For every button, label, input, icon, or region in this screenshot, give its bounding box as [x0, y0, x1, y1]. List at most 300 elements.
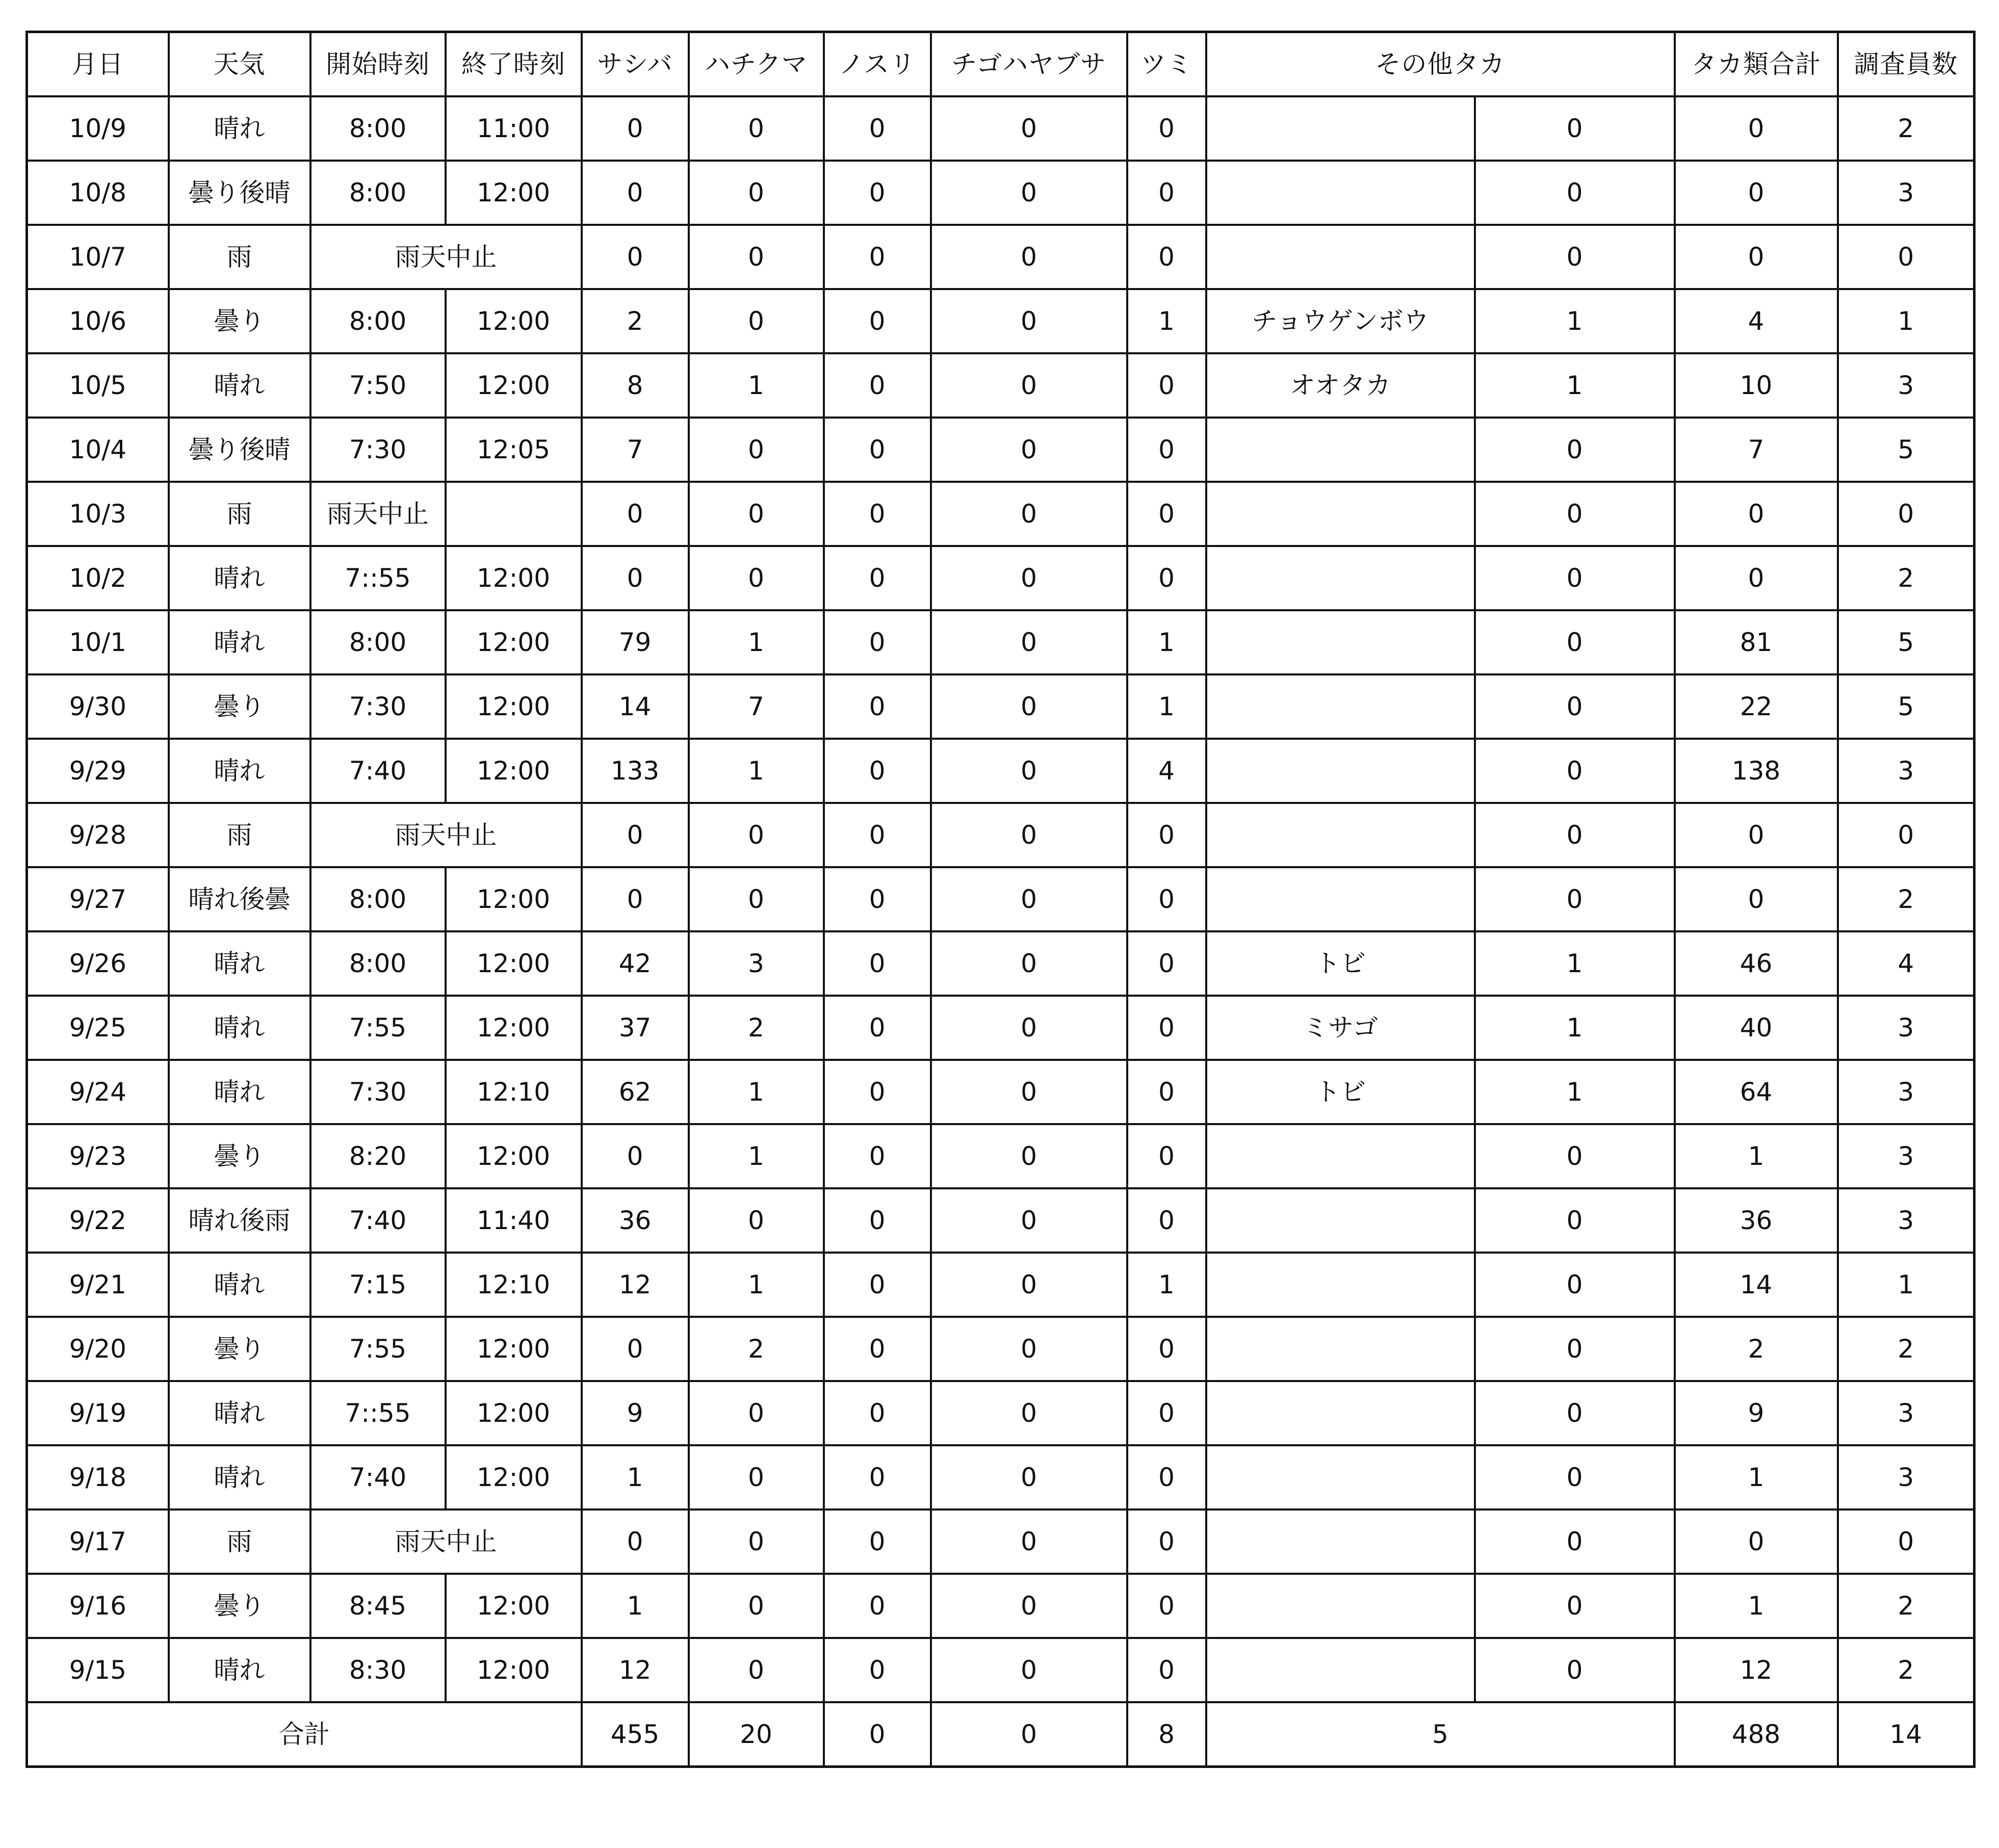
weather-cell: 雨 [169, 1509, 310, 1574]
tsumi-cell: 0 [1127, 96, 1206, 161]
chigohayabusa-cell: 0 [931, 1317, 1127, 1381]
tsumi-cell: 0 [1127, 418, 1206, 482]
other-hawk-name-cell [1206, 1317, 1475, 1381]
weather-cell: 曇り [169, 1574, 310, 1638]
sashiba-cell: 8 [582, 353, 689, 418]
other-hawk-name-cell [1206, 1381, 1475, 1445]
header-sashiba: サシバ [582, 32, 689, 97]
other-hawk-name-cell [1206, 1124, 1475, 1188]
nosuri-cell: 0 [824, 289, 931, 353]
nosuri-cell: 0 [824, 482, 931, 546]
sashiba-cell: 0 [582, 546, 689, 610]
total-sashiba: 455 [582, 1702, 689, 1767]
date-cell: 9/19 [27, 1381, 169, 1445]
start-time-cell: 8:00 [310, 867, 446, 931]
end-time-cell: 12:00 [446, 996, 582, 1060]
chigohayabusa-cell: 0 [931, 546, 1127, 610]
other-hawk-count-cell: 0 [1475, 418, 1675, 482]
weather-cell: 曇り後晴 [169, 161, 310, 225]
table-row [27, 289, 1975, 353]
chigohayabusa-cell: 0 [931, 289, 1127, 353]
chigohayabusa-cell: 0 [931, 1253, 1127, 1317]
other-hawk-count-cell: 1 [1475, 353, 1675, 418]
other-hawk-name-cell [1206, 161, 1475, 225]
start-time-cell: 8:45 [310, 1574, 446, 1638]
date-cell: 9/15 [27, 1638, 169, 1702]
other-hawk-count-cell: 0 [1475, 803, 1675, 867]
date-cell: 9/24 [27, 1060, 169, 1124]
other-hawk-count-cell: 1 [1475, 1060, 1675, 1124]
weather-cell: 雨 [169, 225, 310, 289]
other-hawk-count-cell: 0 [1475, 1124, 1675, 1188]
date-cell: 10/9 [27, 96, 169, 161]
hachikuma-cell: 0 [689, 867, 824, 931]
chigohayabusa-cell: 0 [931, 1188, 1127, 1253]
hawk-total-cell: 7 [1675, 418, 1838, 482]
date-cell: 9/28 [27, 803, 169, 867]
table-row [27, 803, 1975, 867]
tsumi-cell: 0 [1127, 1317, 1206, 1381]
tsumi-cell: 0 [1127, 546, 1206, 610]
tsumi-cell: 0 [1127, 1381, 1206, 1445]
nosuri-cell: 0 [824, 96, 931, 161]
sashiba-cell: 1 [582, 1574, 689, 1638]
weather-cell: 晴れ [169, 96, 310, 161]
nosuri-cell: 0 [824, 546, 931, 610]
hawk-total-cell: 0 [1675, 225, 1838, 289]
sashiba-cell: 0 [582, 482, 689, 546]
surveyors-cell: 3 [1838, 739, 1975, 803]
surveyors-cell: 3 [1838, 1381, 1975, 1445]
end-time-cell: 12:00 [446, 931, 582, 996]
start-time-cell: 8:00 [310, 610, 446, 674]
header-surveyors: 調査員数 [1838, 32, 1975, 97]
surveyors-cell: 3 [1838, 1060, 1975, 1124]
weather-cell: 晴れ [169, 1253, 310, 1317]
surveyors-cell: 3 [1838, 1445, 1975, 1509]
nosuri-cell: 0 [824, 1638, 931, 1702]
end-time-cell: 12:10 [446, 1253, 582, 1317]
table-row [27, 867, 1975, 931]
tsumi-cell: 0 [1127, 1060, 1206, 1124]
chigohayabusa-cell: 0 [931, 225, 1127, 289]
end-time-cell: 12:00 [446, 289, 582, 353]
table-row [27, 418, 1975, 482]
hachikuma-cell: 7 [689, 674, 824, 739]
header-other-hawks: その他タカ [1206, 32, 1675, 97]
weather-cell: 晴れ [169, 546, 310, 610]
date-cell: 9/17 [27, 1509, 169, 1574]
end-time-cell: 11:00 [446, 96, 582, 161]
end-time-cell: 12:00 [446, 1124, 582, 1188]
chigohayabusa-cell: 0 [931, 96, 1127, 161]
surveyors-cell: 0 [1838, 482, 1975, 546]
chigohayabusa-cell: 0 [931, 161, 1127, 225]
hawk-total-cell: 1 [1675, 1574, 1838, 1638]
weather-cell: 晴れ後雨 [169, 1188, 310, 1253]
table-row [27, 353, 1975, 418]
hawk-total-cell: 12 [1675, 1638, 1838, 1702]
chigohayabusa-cell: 0 [931, 867, 1127, 931]
other-hawk-count-cell: 0 [1475, 867, 1675, 931]
date-cell: 10/1 [27, 610, 169, 674]
other-hawk-name-cell [1206, 1509, 1475, 1574]
nosuri-cell: 0 [824, 1317, 931, 1381]
date-cell: 10/2 [27, 546, 169, 610]
other-hawk-count-cell: 0 [1475, 1381, 1675, 1445]
sashiba-cell: 0 [582, 225, 689, 289]
surveyors-cell: 0 [1838, 803, 1975, 867]
hachikuma-cell: 0 [689, 1445, 824, 1509]
start-time-cell: 7:30 [310, 418, 446, 482]
hawk-total-cell: 0 [1675, 96, 1838, 161]
surveyors-cell: 5 [1838, 418, 1975, 482]
nosuri-cell: 0 [824, 161, 931, 225]
other-hawk-name-cell [1206, 1445, 1475, 1509]
start-time-cell: 8:00 [310, 931, 446, 996]
hachikuma-cell: 0 [689, 546, 824, 610]
nosuri-cell: 0 [824, 674, 931, 739]
surveyors-cell: 0 [1838, 225, 1975, 289]
end-time-cell: 12:00 [446, 1317, 582, 1381]
surveyors-cell: 5 [1838, 674, 1975, 739]
end-time-cell: 12:00 [446, 546, 582, 610]
sashiba-cell: 12 [582, 1253, 689, 1317]
table-row [27, 1445, 1975, 1509]
surveyors-cell: 3 [1838, 161, 1975, 225]
chigohayabusa-cell: 0 [931, 610, 1127, 674]
other-hawk-count-cell: 0 [1475, 1638, 1675, 1702]
sashiba-cell: 79 [582, 610, 689, 674]
other-hawk-count-cell: 1 [1475, 996, 1675, 1060]
chigohayabusa-cell: 0 [931, 931, 1127, 996]
hachikuma-cell: 2 [689, 1317, 824, 1381]
end-time-cell: 12:00 [446, 1445, 582, 1509]
sashiba-cell: 36 [582, 1188, 689, 1253]
nosuri-cell: 0 [824, 1574, 931, 1638]
table-row [27, 1253, 1975, 1317]
nosuri-cell: 0 [824, 1188, 931, 1253]
totals-row [27, 1702, 1975, 1767]
table-row [27, 996, 1975, 1060]
tsumi-cell: 0 [1127, 1509, 1206, 1574]
date-cell: 10/3 [27, 482, 169, 546]
chigohayabusa-cell: 0 [931, 1638, 1127, 1702]
table-row [27, 674, 1975, 739]
nosuri-cell: 0 [824, 1124, 931, 1188]
other-hawk-name-cell: トビ [1206, 931, 1475, 996]
date-cell: 9/21 [27, 1253, 169, 1317]
surveyors-cell: 3 [1838, 353, 1975, 418]
weather-cell: 晴れ [169, 1638, 310, 1702]
tsumi-cell: 4 [1127, 739, 1206, 803]
tsumi-cell: 0 [1127, 803, 1206, 867]
other-hawk-count-cell: 1 [1475, 289, 1675, 353]
hawk-total-cell: 0 [1675, 161, 1838, 225]
weather-cell: 晴れ後曇 [169, 867, 310, 931]
date-cell: 9/20 [27, 1317, 169, 1381]
hachikuma-cell: 0 [689, 161, 824, 225]
surveyors-cell: 3 [1838, 996, 1975, 1060]
weather-cell: 曇り [169, 674, 310, 739]
surveyors-cell: 2 [1838, 1574, 1975, 1638]
other-hawk-count-cell: 0 [1475, 610, 1675, 674]
cancelled-cell: 雨天中止 [310, 803, 582, 867]
table-row [27, 1060, 1975, 1124]
other-hawk-name-cell [1206, 418, 1475, 482]
tsumi-cell: 1 [1127, 289, 1206, 353]
table-row [27, 931, 1975, 996]
other-hawk-count-cell: 0 [1475, 1574, 1675, 1638]
hachikuma-cell: 0 [689, 225, 824, 289]
end-time-cell [446, 482, 582, 546]
hawk-total-cell: 14 [1675, 1253, 1838, 1317]
hawk-total-cell: 40 [1675, 996, 1838, 1060]
other-hawk-count-cell: 0 [1475, 674, 1675, 739]
start-time-cell: 8:00 [310, 289, 446, 353]
hawk-total-cell: 2 [1675, 1317, 1838, 1381]
nosuri-cell: 0 [824, 353, 931, 418]
sashiba-cell: 37 [582, 996, 689, 1060]
chigohayabusa-cell: 0 [931, 674, 1127, 739]
header-hachikuma: ハチクマ [689, 32, 824, 97]
chigohayabusa-cell: 0 [931, 1124, 1127, 1188]
weather-cell: 晴れ [169, 1060, 310, 1124]
table-row [27, 739, 1975, 803]
hawk-total-cell: 0 [1675, 546, 1838, 610]
date-cell: 10/5 [27, 353, 169, 418]
other-hawk-name-cell [1206, 1574, 1475, 1638]
other-hawk-name-cell [1206, 225, 1475, 289]
nosuri-cell: 0 [824, 1445, 931, 1509]
other-hawk-count-cell: 1 [1475, 931, 1675, 996]
sashiba-cell: 1 [582, 1445, 689, 1509]
hachikuma-cell: 0 [689, 96, 824, 161]
chigohayabusa-cell: 0 [931, 353, 1127, 418]
hawk-total-cell: 0 [1675, 803, 1838, 867]
hachikuma-cell: 0 [689, 1381, 824, 1445]
start-time-cell: 7:55 [310, 996, 446, 1060]
weather-cell: 晴れ [169, 1381, 310, 1445]
sashiba-cell: 14 [582, 674, 689, 739]
hawk-total-cell: 0 [1675, 867, 1838, 931]
chigohayabusa-cell: 0 [931, 803, 1127, 867]
sashiba-cell: 9 [582, 1381, 689, 1445]
date-cell: 9/30 [27, 674, 169, 739]
weather-cell: 晴れ [169, 353, 310, 418]
surveyors-cell: 1 [1838, 1253, 1975, 1317]
sashiba-cell: 0 [582, 1317, 689, 1381]
sashiba-cell: 0 [582, 803, 689, 867]
nosuri-cell: 0 [824, 610, 931, 674]
date-cell: 9/23 [27, 1124, 169, 1188]
other-hawk-name-cell [1206, 739, 1475, 803]
tsumi-cell: 0 [1127, 225, 1206, 289]
total-nosuri: 0 [824, 1702, 931, 1767]
tsumi-cell: 1 [1127, 674, 1206, 739]
table-row [27, 482, 1975, 546]
tsumi-cell: 1 [1127, 1253, 1206, 1317]
end-time-cell: 12:00 [446, 739, 582, 803]
nosuri-cell: 0 [824, 803, 931, 867]
hachikuma-cell: 0 [689, 1574, 824, 1638]
nosuri-cell: 0 [824, 867, 931, 931]
other-hawk-count-cell: 0 [1475, 482, 1675, 546]
nosuri-cell: 0 [824, 739, 931, 803]
chigohayabusa-cell: 0 [931, 1060, 1127, 1124]
other-hawk-name-cell: オオタカ [1206, 353, 1475, 418]
table-body [27, 96, 1975, 1702]
tsumi-cell: 0 [1127, 1638, 1206, 1702]
nosuri-cell: 0 [824, 996, 931, 1060]
hachikuma-cell: 0 [689, 803, 824, 867]
header-date: 月日 [27, 32, 169, 97]
table-row [27, 610, 1975, 674]
total-tsumi: 8 [1127, 1702, 1206, 1767]
chigohayabusa-cell: 0 [931, 739, 1127, 803]
header-tsumi: ツミ [1127, 32, 1206, 97]
end-time-cell: 12:00 [446, 867, 582, 931]
other-hawk-name-cell: チョウゲンボウ [1206, 289, 1475, 353]
end-time-cell: 12:00 [446, 674, 582, 739]
tsumi-cell: 0 [1127, 1124, 1206, 1188]
nosuri-cell: 0 [824, 225, 931, 289]
date-cell: 10/7 [27, 225, 169, 289]
other-hawk-name-cell [1206, 1638, 1475, 1702]
other-hawk-name-cell [1206, 674, 1475, 739]
other-hawk-count-cell: 0 [1475, 161, 1675, 225]
end-time-cell: 12:00 [446, 1381, 582, 1445]
tsumi-cell: 1 [1127, 610, 1206, 674]
nosuri-cell: 0 [824, 1060, 931, 1124]
table-row [27, 1124, 1975, 1188]
sashiba-cell: 0 [582, 1509, 689, 1574]
chigohayabusa-cell: 0 [931, 418, 1127, 482]
weather-cell: 雨 [169, 482, 310, 546]
hawk-total-cell: 10 [1675, 353, 1838, 418]
surveyors-cell: 1 [1838, 289, 1975, 353]
end-time-cell: 11:40 [446, 1188, 582, 1253]
start-time-cell: 7:15 [310, 1253, 446, 1317]
surveyors-cell: 2 [1838, 1317, 1975, 1381]
surveyors-cell: 3 [1838, 1124, 1975, 1188]
date-cell: 9/29 [27, 739, 169, 803]
weather-cell: 曇り [169, 1124, 310, 1188]
hachikuma-cell: 0 [689, 289, 824, 353]
nosuri-cell: 0 [824, 1381, 931, 1445]
hachikuma-cell: 0 [689, 482, 824, 546]
date-cell: 9/26 [27, 931, 169, 996]
hawk-total-cell: 4 [1675, 289, 1838, 353]
sashiba-cell: 2 [582, 289, 689, 353]
weather-cell: 晴れ [169, 931, 310, 996]
nosuri-cell: 0 [824, 1509, 931, 1574]
hawk-total-cell: 0 [1675, 482, 1838, 546]
weather-cell: 曇り後晴 [169, 418, 310, 482]
other-hawk-name-cell [1206, 867, 1475, 931]
end-time-cell: 12:00 [446, 1574, 582, 1638]
hachikuma-cell: 1 [689, 1124, 824, 1188]
other-hawk-name-cell [1206, 1188, 1475, 1253]
start-time-cell: 7::55 [310, 1381, 446, 1445]
chigohayabusa-cell: 0 [931, 1381, 1127, 1445]
start-time-cell: 8:20 [310, 1124, 446, 1188]
weather-cell: 曇り [169, 1317, 310, 1381]
total-surveyors: 14 [1838, 1702, 1975, 1767]
hachikuma-cell: 2 [689, 996, 824, 1060]
totals-label: 合計 [27, 1702, 582, 1767]
other-hawk-name-cell [1206, 96, 1475, 161]
other-hawk-count-cell: 0 [1475, 739, 1675, 803]
other-hawk-count-cell: 0 [1475, 1509, 1675, 1574]
surveyors-cell: 2 [1838, 1638, 1975, 1702]
other-hawk-name-cell [1206, 1253, 1475, 1317]
other-hawk-name-cell: ミサゴ [1206, 996, 1475, 1060]
surveyors-cell: 2 [1838, 546, 1975, 610]
chigohayabusa-cell: 0 [931, 1574, 1127, 1638]
tsumi-cell: 0 [1127, 931, 1206, 996]
tsumi-cell: 0 [1127, 1574, 1206, 1638]
total-hachikuma: 20 [689, 1702, 824, 1767]
start-time-cell: 7:50 [310, 353, 446, 418]
chigohayabusa-cell: 0 [931, 482, 1127, 546]
date-cell: 9/18 [27, 1445, 169, 1509]
date-cell: 9/22 [27, 1188, 169, 1253]
hachikuma-cell: 1 [689, 739, 824, 803]
hawk-total-cell: 1 [1675, 1124, 1838, 1188]
sashiba-cell: 12 [582, 1638, 689, 1702]
sashiba-cell: 0 [582, 96, 689, 161]
nosuri-cell: 0 [824, 418, 931, 482]
total-chigohayabusa: 0 [931, 1702, 1127, 1767]
other-hawk-name-cell [1206, 610, 1475, 674]
other-hawk-name-cell: トビ [1206, 1060, 1475, 1124]
hawk-total-cell: 0 [1675, 1509, 1838, 1574]
weather-cell: 晴れ [169, 996, 310, 1060]
end-time-cell: 12:10 [446, 1060, 582, 1124]
date-cell: 9/16 [27, 1574, 169, 1638]
start-time-cell: 7:40 [310, 739, 446, 803]
table-row [27, 546, 1975, 610]
header-hawk-total: タカ類合計 [1675, 32, 1838, 97]
chigohayabusa-cell: 0 [931, 996, 1127, 1060]
date-cell: 9/27 [27, 867, 169, 931]
sashiba-cell: 42 [582, 931, 689, 996]
table-row [27, 1574, 1975, 1638]
weather-cell: 雨 [169, 803, 310, 867]
end-time-cell: 12:00 [446, 161, 582, 225]
tsumi-cell: 0 [1127, 1445, 1206, 1509]
start-time-cell: 雨天中止 [310, 482, 446, 546]
date-cell: 10/4 [27, 418, 169, 482]
other-hawk-count-cell: 0 [1475, 1445, 1675, 1509]
sashiba-cell: 0 [582, 867, 689, 931]
hawk-total-cell: 1 [1675, 1445, 1838, 1509]
nosuri-cell: 0 [824, 931, 931, 996]
start-time-cell: 7:40 [310, 1445, 446, 1509]
end-time-cell: 12:00 [446, 1638, 582, 1702]
nosuri-cell: 0 [824, 1253, 931, 1317]
header-start-time: 開始時刻 [310, 32, 446, 97]
end-time-cell: 12:00 [446, 610, 582, 674]
surveyors-cell: 4 [1838, 931, 1975, 996]
hawk-total-cell: 138 [1675, 739, 1838, 803]
hachikuma-cell: 1 [689, 1253, 824, 1317]
table-row [27, 1188, 1975, 1253]
hachikuma-cell: 1 [689, 353, 824, 418]
weather-cell: 晴れ [169, 610, 310, 674]
table-row [27, 161, 1975, 225]
